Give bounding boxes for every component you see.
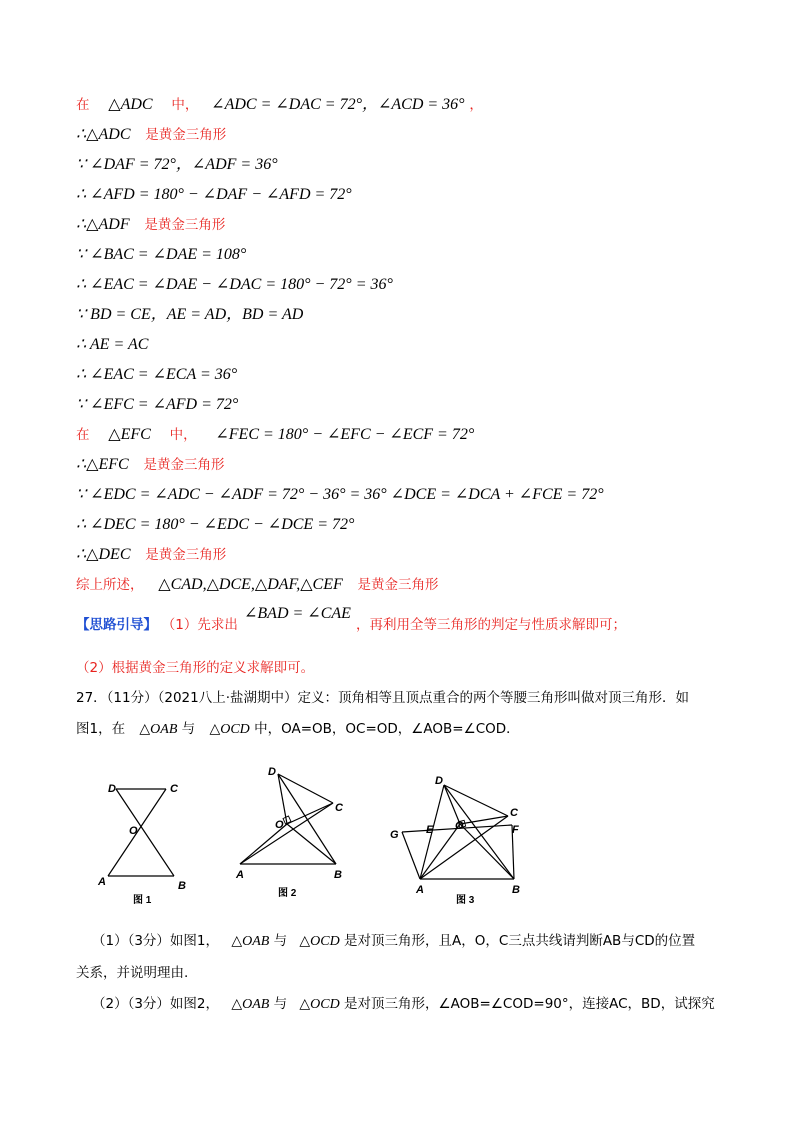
fig3-label-d: D — [435, 775, 443, 787]
solution-line-4: ∴ ∠AFD = 180° − ∠DAF − ∠AFD = 72° — [76, 186, 352, 203]
fig3-label-a: A — [416, 884, 424, 896]
hint-line-2: （2）根据黄金三角形的定义求解即可。 — [76, 660, 315, 676]
hint-line-1: 【思路引导】 （1）先求出 — [76, 617, 238, 633]
fig1-caption: 图 1 — [133, 895, 152, 906]
fig2-label-a: A — [236, 869, 244, 881]
question-1-line-2: 关系，并说明理由. — [76, 965, 189, 981]
question-2-line-1: （2）（3分）如图2， △OAB 与 △OCD 是对顶三角形，∠AOB=∠COD=90°，连接AC，BD，试探究 — [92, 996, 715, 1012]
fig2-caption: 图 2 — [278, 888, 297, 899]
solution-line-11: ∵ ∠EFC = ∠AFD = 72° — [76, 396, 239, 413]
hint-line-1b: ，再利用全等三角形的判定与性质求解即可； — [356, 617, 626, 633]
solution-line-14: ∵ ∠EDC = ∠ADC − ∠ADF = 72° − 36° = 36° ∠DCE = ∠DCA + ∠FCE = 72° — [76, 486, 604, 503]
solution-line-17: 综上所述， △CAD,△DCE,△DAF,△CEF 是黄金三角形 — [76, 576, 439, 593]
solution-line-15: ∴ ∠DEC = 180° − ∠EDC − ∠DCE = 72° — [76, 516, 355, 533]
fig2-label-o: O — [275, 819, 284, 831]
fig1-label-b: B — [178, 880, 186, 892]
fig3-label-g: G — [390, 829, 399, 841]
solution-line-3: ∵ ∠DAF = 72°，∠ADF = 36° — [76, 156, 278, 173]
fig1-label-o: O — [129, 825, 138, 837]
problem-line-1: 27．（11分）（2021八上·盐湖期中）定义：顶角相等且顶点重合的两个等腰三角形叫做对顶三角形．如 — [76, 690, 690, 706]
fig3-label-e: E — [426, 824, 434, 836]
figure-3 — [380, 772, 540, 912]
figure-2 — [228, 760, 358, 905]
solution-line-7: ∴ ∠EAC = ∠DAE − ∠DAC = 180° − 72° = 36° — [76, 276, 393, 293]
solution-line-16: ∴△DEC 是黄金三角形 — [76, 546, 227, 563]
solution-line-9: ∴ AE = AC — [76, 336, 149, 353]
fig2-label-c: C — [335, 802, 343, 814]
fig3-label-b: B — [512, 884, 520, 896]
fig3-label-c: C — [510, 807, 518, 819]
fig2-label-d: D — [268, 766, 276, 778]
solution-line-2: ∴△ADC 是黄金三角形 — [76, 126, 227, 143]
solution-line-5: ∴△ADF 是黄金三角形 — [76, 216, 226, 233]
question-1-line-1: （1）（3分）如图1， △OAB 与 △OCD 是对顶三角形，且A，O，C三点共线请判断AB与CD的位置 — [92, 933, 696, 949]
problem-line-2: 图1，在 △OAB 与 △OCD 中，OA=OB，OC=OD，∠AOB=∠COD． — [76, 721, 520, 737]
solution-line-8: ∵ BD = CE，AE = AD，BD = AD — [76, 306, 304, 323]
fig3-label-o: O — [455, 820, 464, 832]
fig2-label-b: B — [334, 869, 342, 881]
solution-line-10: ∴ ∠EAC = ∠ECA = 36° — [76, 366, 238, 383]
fig1-label-a: A — [98, 876, 106, 888]
fig3-label-f: F — [512, 824, 519, 836]
solution-line-13: ∴△EFC 是黄金三角形 — [76, 456, 225, 473]
hint-formula: ∠BAD = ∠CAE — [244, 605, 351, 622]
figure-1 — [90, 772, 200, 912]
solution-line-1: 在 △ADC 中， ∠ADC = ∠DAC = 72°，∠ACD = 36° ， — [76, 96, 483, 113]
fig1-label-c: C — [170, 783, 178, 795]
solution-line-6: ∵ ∠BAC = ∠DAE = 108° — [76, 246, 247, 263]
fig1-label-d: D — [108, 783, 116, 795]
fig3-caption: 图 3 — [456, 895, 475, 906]
solution-line-12: 在 △EFC 中， ∠FEC = 180° − ∠EFC − ∠ECF = 72° — [76, 426, 475, 443]
